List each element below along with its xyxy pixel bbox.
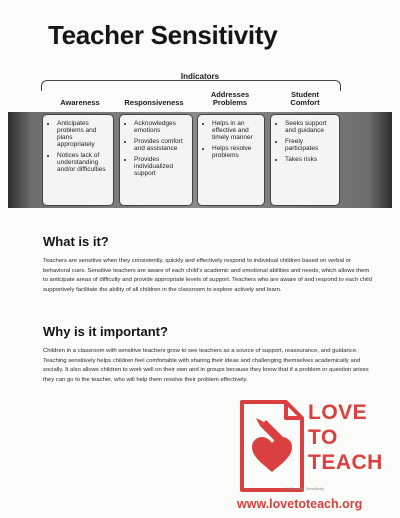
logo-url: www.lovetoteach.org — [237, 497, 363, 511]
section-body-what-is-it: Teachers are sensitive when they consistently, quickly and effectively respond to individual children based on verbal or behavioral cues. Sensitive teachers are aware of each child's academic and emotional abilities and needs, which allows them to anticipate areas of difficulty and provide appropriate levels of support. Teachers who are aware of and respond to each child supportively facilitate the ability of all children in the classroom to explore actively and learn. — [43, 258, 372, 293]
column-heading-addresses-problems: Addresses Problems — [210, 90, 250, 107]
section-heading-why-important: Why is it important? — [43, 324, 168, 339]
indicator-card-awareness — [42, 114, 114, 206]
indicator-card-addresses-problems — [197, 114, 265, 206]
logo-text-teach: TEACH — [308, 451, 383, 474]
logo-text-to: TO — [308, 426, 338, 449]
page-title: Teacher Sensitivity — [48, 20, 278, 50]
column-heading-awareness: Awareness — [60, 98, 100, 107]
section-heading-what-is-it: What is it? — [43, 234, 109, 249]
list-item: • Provides individualized support — [134, 156, 188, 177]
list-item: • Anticipates problems and plans appropriately — [57, 120, 109, 148]
list-item: • Helps in an effective and timely manner — [212, 120, 260, 141]
list-item: • Freely participates — [285, 138, 335, 152]
column-heading-responsiveness: Responsiveness — [124, 98, 184, 107]
list-item: • Acknowledges emotions — [134, 120, 188, 134]
list-item: • Provides comfort and assistance — [134, 138, 188, 152]
column-heading-student-comfort: Student Comfort — [290, 90, 320, 107]
list-item: • Takes risks — [285, 156, 335, 163]
indicator-card-student-comfort — [270, 114, 340, 206]
page-footer: 1 | Teacher Sensitivity — [285, 486, 324, 491]
logo-text-love: LOVE — [308, 401, 368, 424]
list-item: • Notices lack of understanding and/or difficulties — [57, 152, 109, 173]
love-to-teach-logo-icon — [236, 400, 306, 492]
list-item: • Helps resolve problems — [212, 145, 260, 159]
indicators-label: Indicators — [180, 72, 220, 81]
list-item: • Seeks support and guidance — [285, 120, 335, 134]
indicator-card-responsiveness — [119, 114, 193, 206]
section-body-why-important: Children in a classroom with sensitive teachers grow to see teachers as a source of support, reassurance, and guidance. Teaching sensitively helps children feel comfortable with sharing their ideas and challenging themselves academically and socially. It also allows children to work well on their own and in groups because they know that if a problem or question arises they can go to the teacher, who will help them resolve their problem effectively. — [43, 348, 369, 383]
